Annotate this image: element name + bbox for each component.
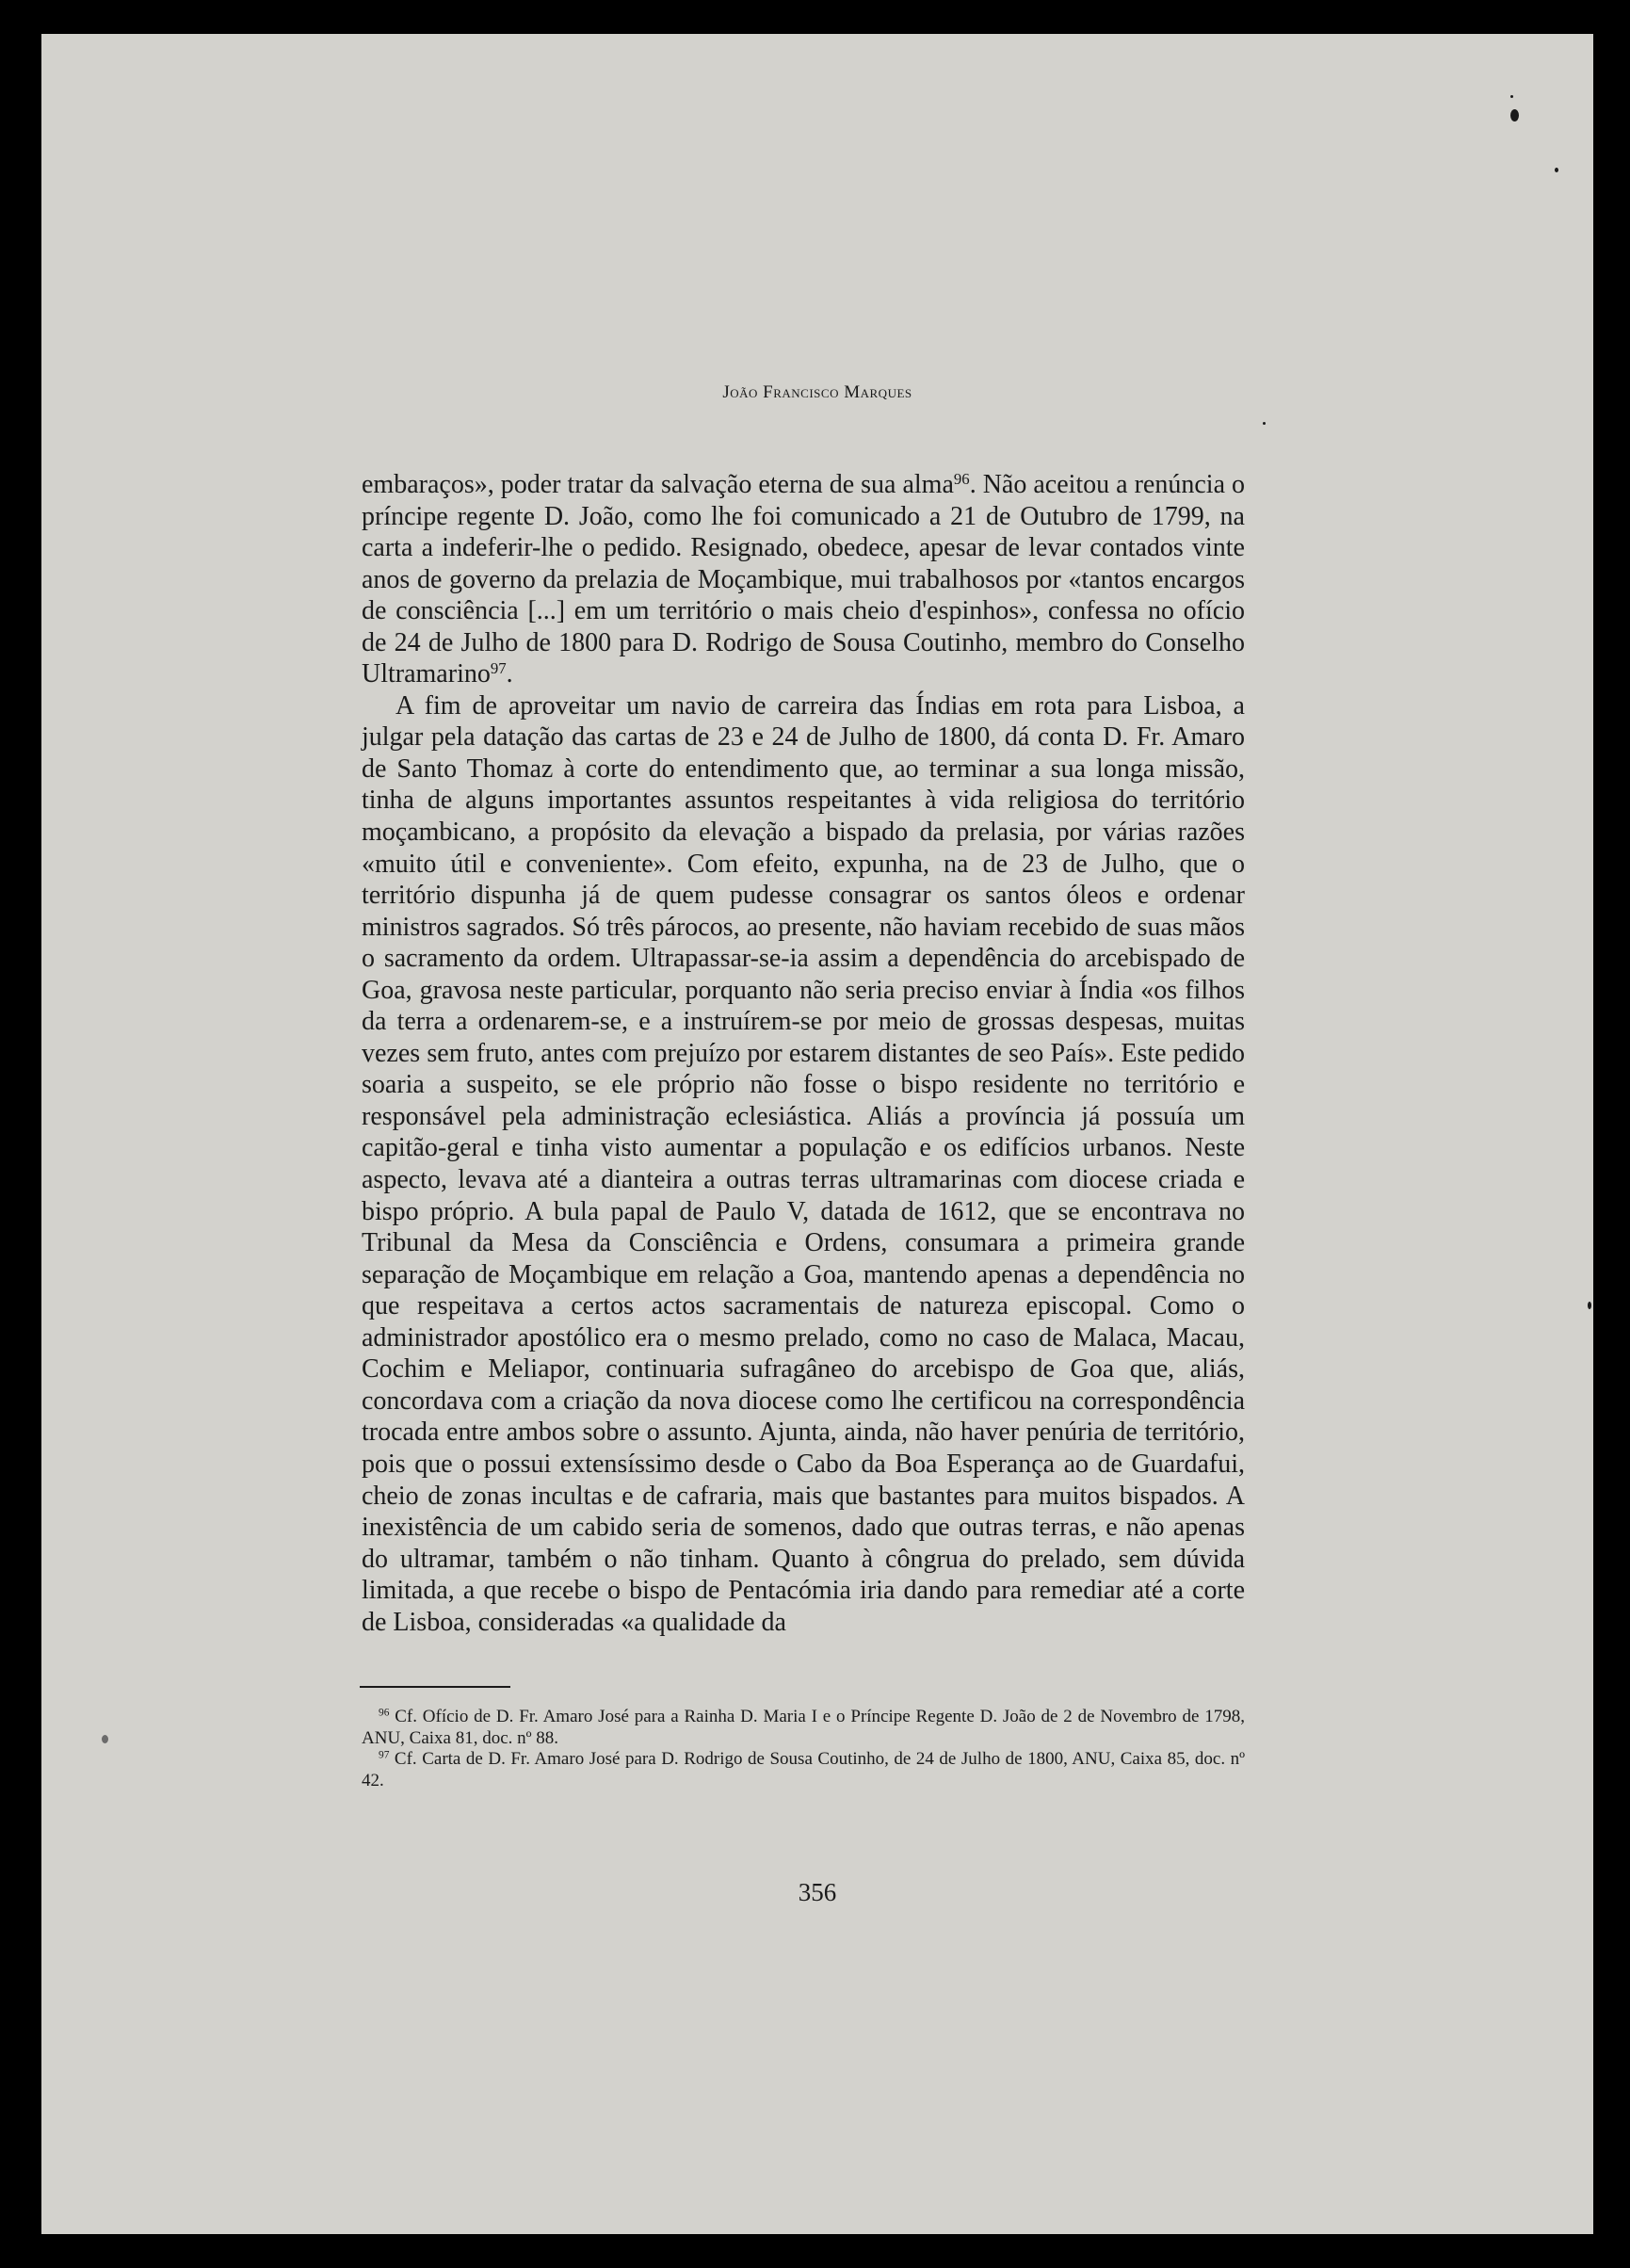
page-number: 356 [798, 1878, 837, 1906]
footnote-number: 97 [379, 1749, 390, 1761]
ink-speck [102, 1735, 108, 1743]
footnote [362, 1749, 1245, 1791]
body-text [362, 469, 1245, 1638]
ink-speck [1510, 95, 1513, 98]
running-head: João Francisco Marques [722, 382, 912, 402]
paragraph [362, 469, 1245, 690]
footnote [362, 1707, 1245, 1749]
paragraph-text: embaraços», poder tratar da salvação eterna de sua alma [362, 470, 954, 499]
ink-speck [1510, 109, 1519, 122]
ink-speck [1555, 168, 1558, 172]
footnote-text: Cf. Carta de D. Fr. Amaro José para D. Rodrigo de Sousa Coutinho, de 24 de Julho de 1800, ANU, Caixa 85, doc. nº 42. [362, 1749, 1245, 1790]
footnote-reference: 96 [953, 469, 970, 488]
document-page [41, 34, 1593, 2234]
ink-speck [1588, 1302, 1591, 1309]
ink-speck [1263, 422, 1266, 425]
footnotes [362, 1707, 1245, 1791]
paragraph-text: . Não aceitou a renúncia o príncipe regente D. João, como lhe foi comunicado a 21 de Outubro de 1799, na carta a indeferir-lhe o pedido. Resignado, obedece, apesar de levar contados vinte anos de governo da prelazia de Moçambique, mui trabalhosos por «tantos encargos de consciência [...] em um território o mais cheio d'espinhos», confessa no ofício de 24 de Julho de 1800 para D. Rodrigo de Sousa Coutinho, membro do Conselho Ultramarino [362, 470, 1245, 689]
footnote-text: Cf. Ofício de D. Fr. Amaro José para a Rainha D. Maria I e o Príncipe Regente D. João de 2 de Novembro de 1798, ANU, Caixa 81, doc. nº 88. [362, 1707, 1245, 1748]
paragraph-text: . [506, 659, 513, 689]
footnote-number: 96 [379, 1707, 390, 1719]
paragraph: A fim de aproveitar um navio de carreira das Índias em rota para Lisboa, a julgar pela datação das cartas de 23 e 24 de Julho de 1800, dá conta D. Fr. Amaro de Santo Thomaz à corte do entendimento que, ao terminar a sua longa missão, tinha de alguns importantes assuntos respeitantes à vida religiosa do território moçambicano, a propósito da elevação a bispado da prelasia, por várias razões «muito útil e conveniente». Com efeito, expunha, na de 23 de Julho, que o território dispunha já de quem pudesse consagrar os santos óleos e ordenar ministros sagrados. Só três párocos, ao presente, não haviam recebido de suas mãos o sacramento da ordem. Ultrapassar-se-ia assim a dependência do arcebispado de Goa, gravosa neste particular, porquanto não seria preciso enviar à Índia «os filhos da terra a ordenarem-se, e a instruírem-se por meio de grossas despesas, muitas vezes sem fruto, antes com prejuízo por estarem distantes de seo País». Este pedido soaria a suspeito, se ele próprio não fosse o bispo residente no território e responsável pela administração eclesiástica. Aliás a província já possuía um capitão-geral e tinha visto aumentar a população e os edifícios urbanos. Neste aspecto, levava até a dianteira a outras terras ultramarinas com diocese criada e bispo próprio. A bula papal de Paulo V, datada de 1612, que se encontrava no Tribunal da Mesa da Consciência e Ordens, consumara a primeira grande separação de Moçambique em relação a Goa, mantendo apenas a dependência no que respeitava a certos actos sacramentais de natureza episcopal. Como o administrador apostólico era o mesmo prelado, como no caso de Malaca, Macau, Cochim e Meliapor, continuaria sufragâneo do arcebispo de Goa que, aliás, concordava com a criação da nova diocese como lhe certificou na correspondência trocada entre ambos sobre o assunto. Ajunta, ainda, não haver penúria de território, pois que o possui extensíssimo desde o Cabo da Boa Esperança ao de Guardafui, cheio de zonas incultas e de cafraria, mais que bastantes para muitos bispados. A inexistência de um cabido seria de somenos, dado que outras terras, e não apenas do ultramar, também o não tinham. Quanto à côngrua do prelado, sem dúvida limitada, a que recebe o bispo de Pentacómia iria dando para remediar até a corte de Lisboa, consideradas «a qualidade da [362, 690, 1245, 1637]
footnote-separator [360, 1686, 510, 1688]
footnote-reference: 97 [490, 659, 507, 678]
